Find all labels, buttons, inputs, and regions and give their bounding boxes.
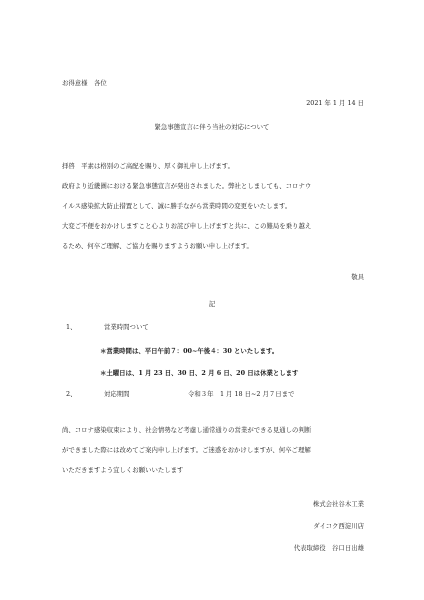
footnote-line-3: いただきますよう宜しくお願いいたします	[62, 466, 184, 474]
item1-number: 1、	[66, 323, 77, 331]
signature-representative: 代表取締役 谷口日出雄	[293, 544, 364, 552]
ki-heading: 記	[208, 300, 216, 308]
item2-period: 令和３年 1 月 18 日~2 月７日まで	[188, 390, 295, 398]
body-line-2: 政府より近畿圏における緊急事態宣言が発出されました。弊社としましても、コロナウ	[62, 182, 312, 190]
item2-heading: 対応期間	[104, 390, 130, 398]
salutation: お得意様 各位	[62, 79, 107, 87]
footnote-line-1: 尚、コロナ感染収束により、社会情勢など考慮し通常通りの営業ができる見通しの判断	[62, 426, 312, 434]
item2-number: 2、	[66, 390, 77, 398]
body-line-5: るため、何卒ご理解、ご協力を賜りますようお願い申し上げます。	[62, 242, 253, 250]
item1-bullet-saturday: ＊土曜日は、1 月 23 日、30 日、2 月 6 日、20 日は休業とします	[100, 369, 299, 377]
signature-company: 株式会社谷木工業	[312, 500, 364, 508]
signature-branch: ダイコク西淀川店	[313, 522, 364, 530]
letter-date: 2021 年 1 月 14 日	[306, 99, 364, 107]
footnote-line-2: ができました際には改めてご案内申し上げます。ご迷惑をおかけしますが、何卒ご理解	[62, 446, 311, 454]
item1-heading: 営業時間ついて	[104, 323, 149, 331]
closing: 敬具	[351, 273, 364, 281]
body-line-3: イルス感染拡大防止措置として、誠に勝手ながら営業時間の変更をいたします。	[62, 202, 292, 210]
body-line-1: 拝啓 平素は格別のご高配を賜り、厚く御礼申し上げます。	[62, 162, 235, 170]
letter-title: 緊急事態宣言に伴う当社の対応について	[154, 123, 270, 131]
body-line-4: 大変ご不便をおかけしますこと心よりお詫び申し上げますと共に、この難局を乗り越え	[62, 222, 312, 230]
item1-bullet-hours: ＊営業時間は、平日午前７：00~午後４：30 といたします。	[100, 347, 279, 355]
